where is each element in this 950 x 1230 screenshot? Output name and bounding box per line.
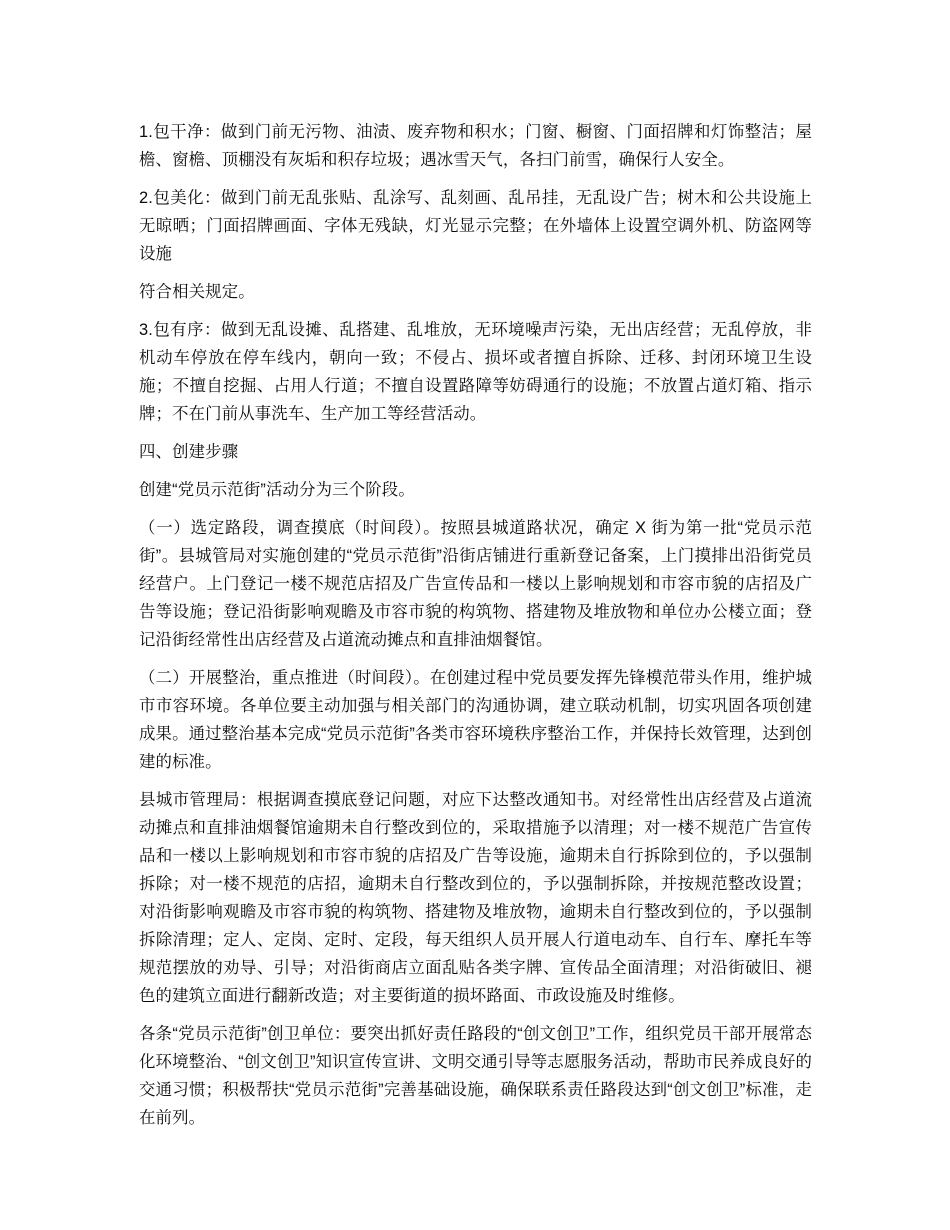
- paragraph-stage-two: （二）开展整治，重点推进（时间段）。在创建过程中党员要发挥先锋模范带头作用，维护城市市容环境。各单位要主动加强与相关部门的沟通协调，建立联动机制，切实巩固各项创建成果。通过整治基本完成“党员示范街”各类市容环境秩序整治工作，并保持长效管理，达到创建的标准。: [139, 669, 812, 771]
- paragraph-item-2-beautify: 2.包美化：做到门前无乱张贴、乱涂写、乱刻画、乱吊挂，无乱设广告；树木和公共设施上无晾晒；门面招牌画面、字体无残缺，灯光显示完整；在外墙体上设置空调外机、防盗网等设施: [139, 189, 812, 263]
- section-heading-creation-steps: 四、创建步骤: [139, 443, 239, 461]
- paragraph-item-1-clean: 1.包干净：做到门前无污物、油渍、废弃物和积水；门窗、橱窗、门面招牌和灯饰整洁；屋檐、窗檐、顶棚没有灰垢和积存垃圾；遇冰雪天气，各扫门前雪，确保行人安全。: [139, 123, 812, 169]
- paragraph-creation-units: 各条“党员示范街”创卫单位：要突出抓好责任路段的“创文创卫”工作，组织党员干部开展常态化环境整治、“创文创卫”知识宣传宣讲、文明交通引导等志愿服务活动，帮助市民养成良好的交通习惯；积极帮扶“党员示范街”完善基础设施，确保联系责任路段达到“创文创卫”标准，走在前列。: [139, 1025, 812, 1127]
- paragraph-urban-management-bureau: 县城市管理局：根据调查摸底登记问题，对应下达整改通知书。对经常性出店经营及占道流动摊点和直排油烟餐馆逾期未自行整改到位的，采取措施予以清理；对一楼不规范广告宣传品和一楼以上影响规划和市容市貌的店招及广告等设施，逾期未自行拆除到位的，予以强制拆除；对一楼不规范的店招，逾期未自行整改到位的，予以强制拆除，并按规范整改设置；对沿街影响观瞻及市容市貌的构筑物、搭建物及堆放物，逾期未自行整改到位的，予以强制拆除清理；定人、定岗、定时、定段，每天组织人员开展人行道电动车、自行车、摩托车等规范摆放的劝导、引导；对沿街商店立面乱贴各类字牌、宣传品全面清理；对沿街破旧、褪色的建筑立面进行翻新改造；对主要街道的损坏路面、市政设施及时维修。: [139, 791, 812, 1005]
- paragraph-stage-one: （一）选定路段，调查摸底（时间段）。按照县城道路状况，确定 X 街为第一批“党员示范街”。县城管局对实施创建的“党员示范街”沿街店铺进行重新登记备案，上门摸排出沿街党员经营户。上门登记一楼不规范店招及广告宣传品和一楼以上影响规划和市容市貌的店招及广告等设施；登记沿街影响观瞻及市容市貌的构筑物、搭建物及堆放物和单位办公楼立面；登记沿街经常性出店经营及占道流动摊点和直排油烟餐馆。: [139, 519, 812, 649]
- paragraph-item-3-order: 3.包有序：做到无乱设摊、乱搭建、乱堆放，无环境噪声污染，无出店经营；无乱停放，非机动车停放在停车线内，朝向一致；不侵占、损坏或者擅自拆除、迁移、封闭环境卫生设施；不擅自挖掘、占用人行道；不擅自设置路障等妨碍通行的设施；不放置占道灯箱、指示牌；不在门前从事洗车、生产加工等经营活动。: [139, 321, 812, 423]
- document-text-body: [139, 118, 812, 1132]
- paragraph-stages-intro: 创建“党员示范街”活动分为三个阶段。: [139, 481, 415, 499]
- paragraph-item-2-continuation: 符合相关规定。: [139, 283, 255, 301]
